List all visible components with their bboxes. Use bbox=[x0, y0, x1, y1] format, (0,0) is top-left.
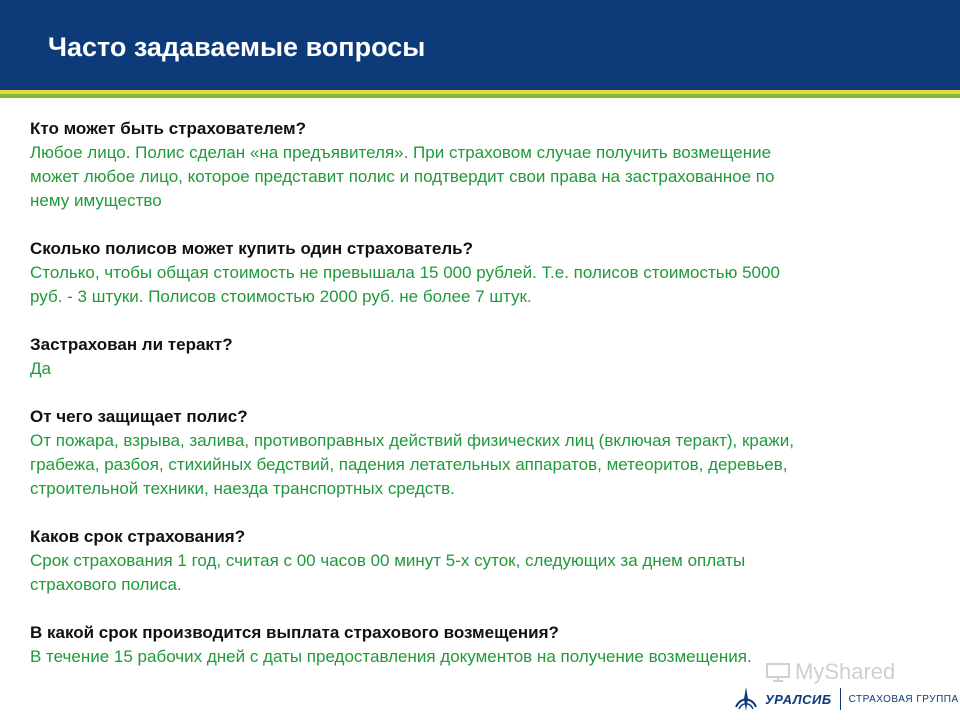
faq-item bbox=[30, 333, 945, 381]
brand-name: УРАЛСИБ bbox=[765, 691, 832, 707]
faq-answer-line: Столько, чтобы общая стоимость не превышала 15 000 рублей. Т.е. полисов стоимостью 5000 bbox=[30, 263, 780, 282]
faq-answer-line: В течение 15 рабочих дней с даты предоставления документов на получение возмещения. bbox=[30, 647, 752, 666]
header-bar bbox=[0, 0, 960, 90]
faq-question: Каков срок страхования? bbox=[30, 527, 246, 546]
faq-question: От чего защищает полис? bbox=[30, 407, 248, 426]
faq-item bbox=[30, 525, 945, 597]
faq-answer-line: может любое лицо, которое представит полис и подтвердит свои права на застрахованное по bbox=[30, 167, 775, 186]
faq-question: Кто может быть страхователем? bbox=[30, 119, 306, 138]
faq-item bbox=[30, 405, 945, 501]
faq-question: Сколько полисов может купить один страхователь? bbox=[30, 239, 473, 258]
faq-answer-line: грабежа, разбоя, стихийных бедствий, падения летательных аппаратов, метеоритов, деревьев, bbox=[30, 455, 788, 474]
faq-answer-line: нему имущество bbox=[30, 191, 162, 210]
page-title: Часто задаваемые вопросы bbox=[48, 32, 426, 62]
brand-group: СТРАХОВАЯ ГРУППА bbox=[848, 693, 959, 705]
header-stripe-green bbox=[0, 94, 960, 98]
faq-list bbox=[30, 117, 945, 693]
uralsib-logo-icon bbox=[732, 685, 760, 713]
faq-question: Застрахован ли теракт? bbox=[30, 335, 233, 354]
faq-answer-line: Да bbox=[30, 359, 51, 378]
watermark-text: MyShared bbox=[795, 659, 896, 684]
faq-answer-line: страхового полиса. bbox=[30, 575, 182, 594]
faq-question: В какой срок производится выплата страхового возмещения? bbox=[30, 623, 559, 642]
presentation-screen-icon bbox=[765, 661, 791, 683]
faq-item bbox=[30, 117, 945, 213]
faq-item bbox=[30, 237, 945, 309]
faq-answer-line: строительной техники, наезда транспортных средств. bbox=[30, 479, 455, 498]
logo-divider bbox=[840, 688, 841, 710]
footer-logo bbox=[732, 683, 959, 715]
faq-answer-line: Любое лицо. Полис сделан «на предъявителя». При страховом случае получить возмещение bbox=[30, 143, 772, 162]
faq-answer-line: От пожара, взрыва, залива, противоправных действий физических лиц (включая теракт), кражи, bbox=[30, 431, 794, 450]
faq-answer-line: руб. - 3 штуки. Полисов стоимостью 2000 руб. не более 7 штук. bbox=[30, 287, 532, 306]
faq-answer-line: Срок страхования 1 год, считая с 00 часов 00 минут 5-х суток, следующих за днем оплаты bbox=[30, 551, 746, 570]
